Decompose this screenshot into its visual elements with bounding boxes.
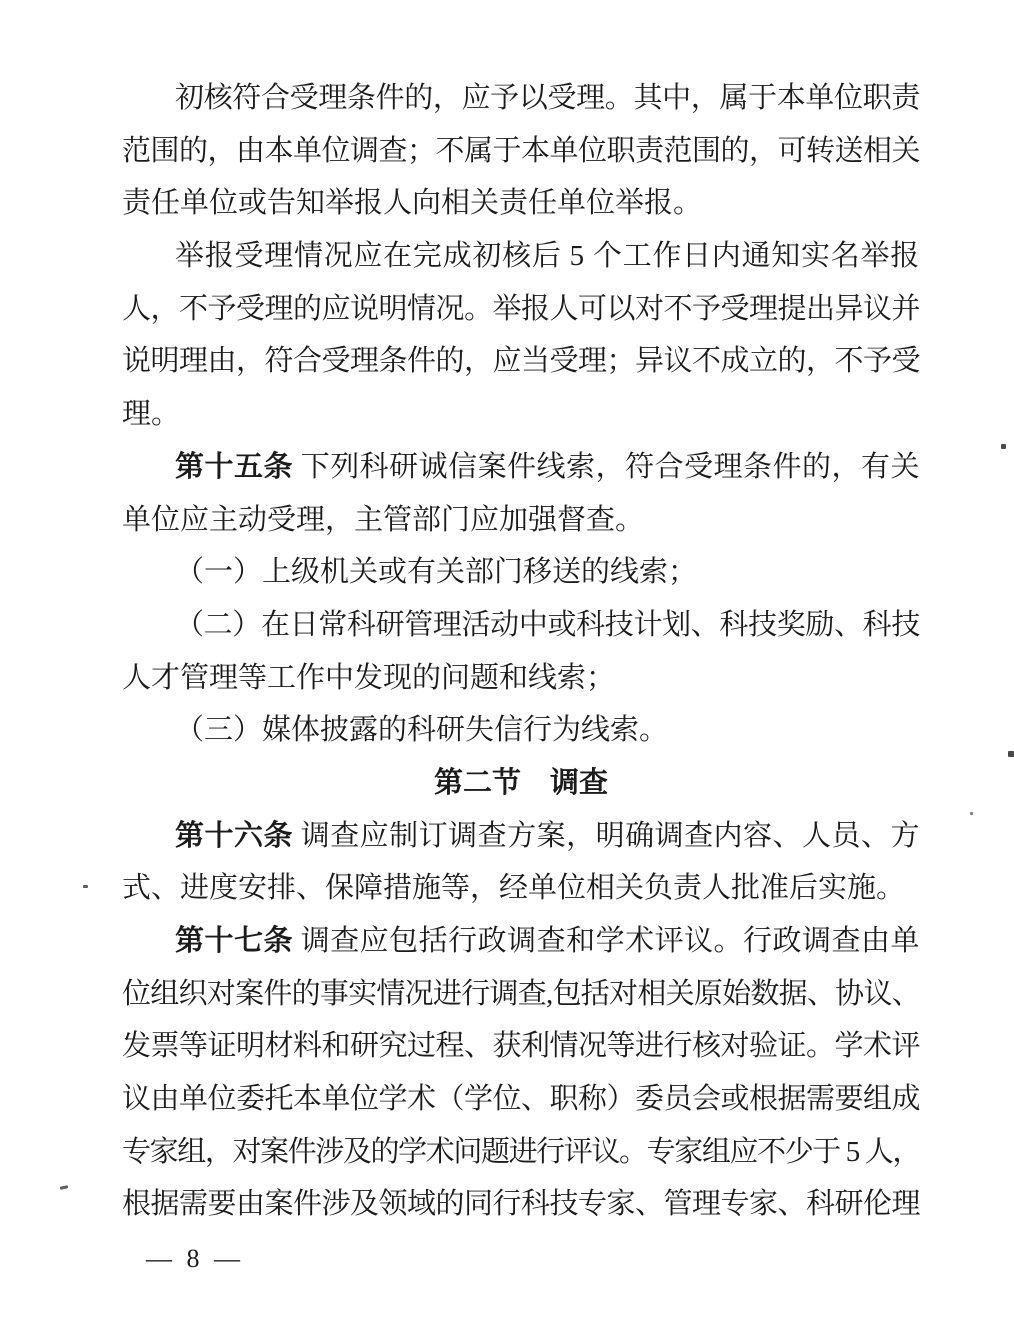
line-text (175, 546, 697, 599)
text-run: 初核符合受理条件的，应予以受理。其中，属于本单位职责 (175, 82, 920, 114)
text-line (122, 1020, 920, 1073)
line-text (122, 388, 180, 441)
text-line (122, 177, 920, 230)
text-run: 举报受理情况应在完成初核后 5 个工作日内通知实名举报 (175, 240, 920, 273)
line-text (122, 1178, 920, 1231)
text-run: 根据需要由案件涉及领域的同行科技专家、管理专家、科研伦理 (122, 1188, 920, 1221)
text-line (122, 335, 920, 388)
text-line (122, 125, 920, 178)
text-line (122, 915, 920, 968)
line-text (122, 1126, 920, 1179)
scan-speck (970, 812, 973, 815)
text-run: 调查应包括行政调查和学术评议。行政调查由单 (292, 925, 920, 957)
text-run: 下列科研诚信案件线索，符合受理条件的，有关 (292, 450, 920, 483)
text-line (122, 72, 920, 125)
text-line (122, 1073, 920, 1126)
text-line (122, 704, 920, 757)
text-run: 式、进度安排、保障措施等，经单位相关负责人批准后实施。 (122, 872, 906, 905)
text-run: 单位应主动受理，主管部门应加强督查。 (122, 503, 645, 536)
line-text (122, 1020, 920, 1073)
text-run: 位组织对案件的事实情况进行调查,包括对相关原始数据、协议、 (122, 977, 920, 1010)
line-text (175, 599, 920, 652)
text-run: 发票等证明材料和研究过程、获利情况等进行核对验证。学术评 (122, 1030, 920, 1063)
bold-run: 第十六条 (175, 819, 293, 852)
line-text (175, 72, 920, 125)
line-text (122, 968, 920, 1021)
text-line (122, 652, 920, 705)
text-line (122, 599, 920, 652)
bold-run: 第二节 调查 (433, 766, 608, 799)
line-text (175, 704, 668, 757)
text-line (122, 494, 920, 547)
text-line (122, 810, 920, 863)
line-text (122, 283, 920, 336)
line-text (175, 230, 920, 283)
line-text (175, 915, 920, 968)
text-run: 理。 (122, 398, 181, 431)
text-run: （三）媒体披露的科研失信行为线索。 (175, 714, 669, 747)
text-line (122, 1178, 920, 1231)
text-run: 说明理由，符合受理条件的，应当受理；异议不成立的，不予受 (122, 345, 920, 378)
bold-run: 第十五条 (175, 450, 293, 483)
scan-speck (83, 885, 88, 888)
line-text (122, 494, 644, 547)
line-text (122, 652, 615, 705)
text-line (122, 546, 920, 599)
text-run: 人才管理等工作中发现的问题和线索； (122, 661, 616, 694)
text-run: 范围的，由本单位调查；不属于本单位职责范围的，可转送相关 (122, 134, 920, 167)
line-text (122, 1073, 920, 1126)
scan-speck (1001, 444, 1006, 449)
scan-speck (1008, 751, 1014, 757)
text-run: 责任单位或告知举报人向相关责任单位举报。 (122, 187, 703, 220)
line-text (122, 125, 920, 178)
page-number: — 8 — (146, 1244, 244, 1273)
line-text (175, 441, 920, 494)
text-run: 议由单位委托本单位学术（学位、职称）委员会或根据需要组成 (122, 1083, 920, 1116)
scan-speck (60, 1185, 68, 1190)
line-text (122, 335, 920, 388)
text-line (122, 283, 920, 336)
text-run: 调查应制订调查方案，明确调查内容、人员、方 (292, 819, 920, 852)
section-heading (122, 757, 920, 810)
text-line (122, 441, 920, 494)
text-run: 人，不予受理的应说明情况。举报人可以对不予受理提出异议并 (122, 292, 920, 325)
text-line (122, 388, 920, 441)
text-run: 专家组，对案件涉及的学术问题进行评议。专家组应不少于 5 人， (122, 1135, 920, 1168)
bold-run: 第十七条 (175, 925, 293, 957)
line-text (175, 810, 920, 863)
text-line (122, 230, 920, 283)
line-text (122, 862, 905, 915)
text-line (122, 862, 920, 915)
text-line (122, 968, 920, 1021)
text-run: （二）在日常科研管理活动中或科技计划、科技奖励、科技 (175, 608, 920, 641)
line-text (434, 757, 608, 810)
text-run: （一）上级机关或有关部门移送的线索； (175, 556, 698, 589)
line-text (122, 177, 702, 230)
document-body (122, 72, 920, 1231)
text-line (122, 1126, 920, 1179)
